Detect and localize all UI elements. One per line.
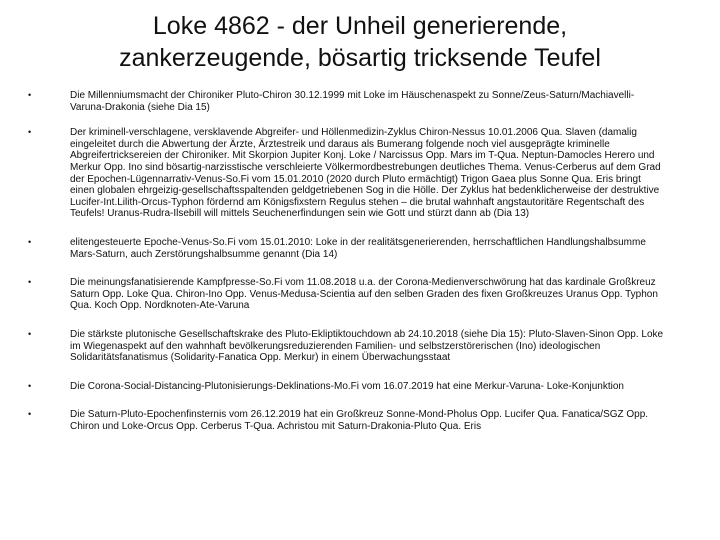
bullet-list — [28, 90, 668, 432]
bullet-text: Die meinungsfanatisierende Kampfpresse-So.Fi vom 11.08.2018 u.a. der Corona-Medienverschwörung hat das kardinale Großkreuz Saturn Opp. Loke Qua. Chiron-Ino Opp. Venus-Medusa-Scientia auf den selben Graden des fixen Großkreuzes Uranus Opp. Typhon Qua. Koch Opp. Nordknoten-Ate-Varuna — [70, 277, 658, 312]
bullet-icon: • — [28, 90, 32, 100]
bullet-text: Der kriminell-verschlagene, versklavende Abgreifer- und Höllenmedizin-Zyklus Chiron-Nessus 10.01.2006 Qua. Slaven (damalig eingeleitet durch die Abwertung der Ärzte, Ärztestreik und daraus als Bumerang folgende noch viel ausgeprägte kriminelle Abgreifertricksereien der Chironiker. Mit Skorpion Jupiter Konj. Loke / Narcissus Opp. Mars im T-Qua. Neptun-Damocles Herero und Merkur Opp. Ino sind bösartig-narzisstische verschleierte Völkermordbestrebungen deutliches Thema. Venus-Cerberus auf dem Grad der Epochen-Lügennarrativ-Venus-So.Fi vom 15.01.2010 (2020 durch Pluto ermächtigt) Trigon Gaea plus Sonne Qua. Eris bringt einen globalen ehrgeizig-gesellschaftsspaltenden geldgetriebenen Sog in die Hölle. Der Zyklus hat bedenklicherweise der destruktive Lucifer-Int.Lilith-Orcus-Typhon fördernd am Königsfixstern Regulus stehen – die brutal wahnhaft angstautoritäre Regentschaft des Teufels! Uranus-Rudra-Ilsebill will mittels Seuchenerfindungen sein wie Gott und stürzt dann ab (Dia 13) — [70, 127, 661, 220]
bullet-item — [28, 237, 668, 260]
bullet-item — [28, 409, 668, 432]
bullet-icon: • — [28, 328, 32, 339]
bullet-icon: • — [28, 380, 32, 391]
bullet-text: Die Corona-Social-Distancing-Plutonisierungs-Deklinations-Mo.Fi vom 16.07.2019 hat eine Merkur-Varuna- Loke-Konjunktion — [70, 380, 624, 392]
bullet-icon: • — [28, 277, 32, 288]
slide-title — [0, 0, 720, 74]
bullet-text: Die stärkste plutonische Gesellschaftskrake des Pluto-Ekliptiktouchdown ab 24.10.2018 (siehe Dia 15): Pluto-Slaven-Sinon Opp. Loke im Wiegenaspekt auf den wahnhaft bevölkerungsreduzierenden Familien- und selbstzerstörerischen (Ino) ideologischen Solidaritätsfanatismus (Solidarity-Fanatica Opp. Merkur) in einem Überwachungsstaat — [70, 328, 664, 364]
bullet-text: Die Saturn-Pluto-Epochenfinsternis vom 26.12.2019 hat ein Großkreuz Sonne-Mond-Pholus Opp. Lucifer Qua. Fanatica/SGZ Opp. Chiron und Loke-Orcus Opp. Cerberus T-Qua. Achristou mit Saturn-Drakonia-Pluto Qua. Eris — [70, 409, 649, 432]
bullet-item — [28, 90, 668, 113]
bullet-icon: • — [28, 409, 32, 420]
bullet-item — [28, 127, 668, 220]
bullet-icon: • — [28, 236, 32, 247]
bullet-icon: • — [28, 127, 32, 138]
slide-title-line-1: Loke 4862 - der Unheil generierende, — [152, 12, 568, 40]
slide-title-line-2: zankerzeugende, bösartig tricksende Teufel — [119, 44, 601, 72]
bullet-item — [28, 277, 668, 312]
bullet-item — [28, 381, 668, 393]
bullet-text: Die Millenniumsmacht der Chironiker Pluto-Chiron 30.12.1999 mit Loke im Häuschenaspekt zu Sonne/Zeus-Saturn/Machiavelli-Varuna-Drakonia (siehe Dia 15) — [70, 90, 635, 113]
bullet-item — [28, 329, 668, 364]
bullet-text: elitengesteuerte Epoche-Venus-So.Fi vom 15.01.2010: Loke in der realitätsgenerierenden, herrschaftlichen Handlungshalbsumme Mars-Saturn, auch Zerstörungshalbsumme genannt (Dia 14) — [70, 236, 646, 260]
